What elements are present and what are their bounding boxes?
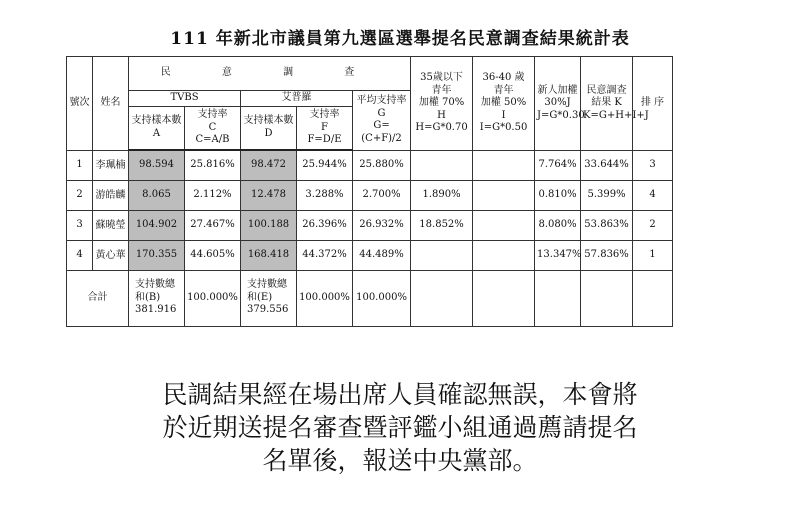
table-row: 3 蘇曉瑩 104.902 27.467% 100.188 26.396% 26.932% 18.852% 8.080% 53.863% 2 — [67, 210, 673, 240]
poll-results-table — [66, 56, 673, 327]
header-no: 號次 — [67, 57, 93, 151]
header-rate-c: 支持率 C C=A/B — [185, 106, 241, 150]
header-rank: 排 序 — [633, 57, 673, 151]
header-rate-f: 支持率 F F=D/E — [297, 106, 353, 150]
header-youth35: 35歲以下 青年 加權 70% H H=G*0.70 — [411, 57, 473, 151]
header-youth36: 36-40 歲 青年 加權 50% I I=G*0.50 — [473, 57, 535, 151]
total-e: 支持數總 和(E) 379.556 — [241, 270, 297, 326]
header-avg: 平均支持率 G G=(C+F)/2 — [353, 91, 411, 151]
header-name: 姓名 — [93, 57, 129, 151]
total-label: 合計 — [67, 270, 129, 326]
header-aipu: 艾普羅 — [241, 91, 353, 107]
header-tvbs: TVBS — [129, 91, 241, 107]
table-row: 1 李珮楠 98.594 25.816% 98.472 25.944% 25.880% 7.764% 33.644% 3 — [67, 150, 673, 180]
table-row: 2 游皓麟 8.065 2.112% 12.478 3.288% 2.700% 1.890% 0.810% 5.399% 4 — [67, 180, 673, 210]
document-title: 111 年新北市議員第九選區選舉提名民意調查結果統計表 — [170, 29, 630, 49]
announcement-text: 民調結果經在場出席人員確認無誤，本會將 於近期送提名審查暨評鑑小組通過薦請提名 名單後，報送中央黨部。 — [162, 380, 638, 475]
header-sample-a: 支持樣本數 A — [129, 106, 185, 150]
header-newcomer: 新人加權 30%J J=G*0.30 — [535, 57, 581, 151]
header-result: 民意調查結果 K K=G+H+I+J — [581, 57, 633, 151]
total-b: 支持數總 和(B) 381.916 — [129, 270, 185, 326]
header-sample-d: 支持樣本數 D — [241, 106, 297, 150]
header-survey: 民 意 調 查 — [129, 57, 411, 91]
table-row: 4 黃心華 170.355 44.605% 168.418 44.372% 44.489% 13.347% 57.836% 1 — [67, 240, 673, 270]
total-row: 合計 支持數總 和(B) 381.916 100.000% 支持數總 和(E) 379.556 100.000% 100.000% — [67, 270, 673, 326]
